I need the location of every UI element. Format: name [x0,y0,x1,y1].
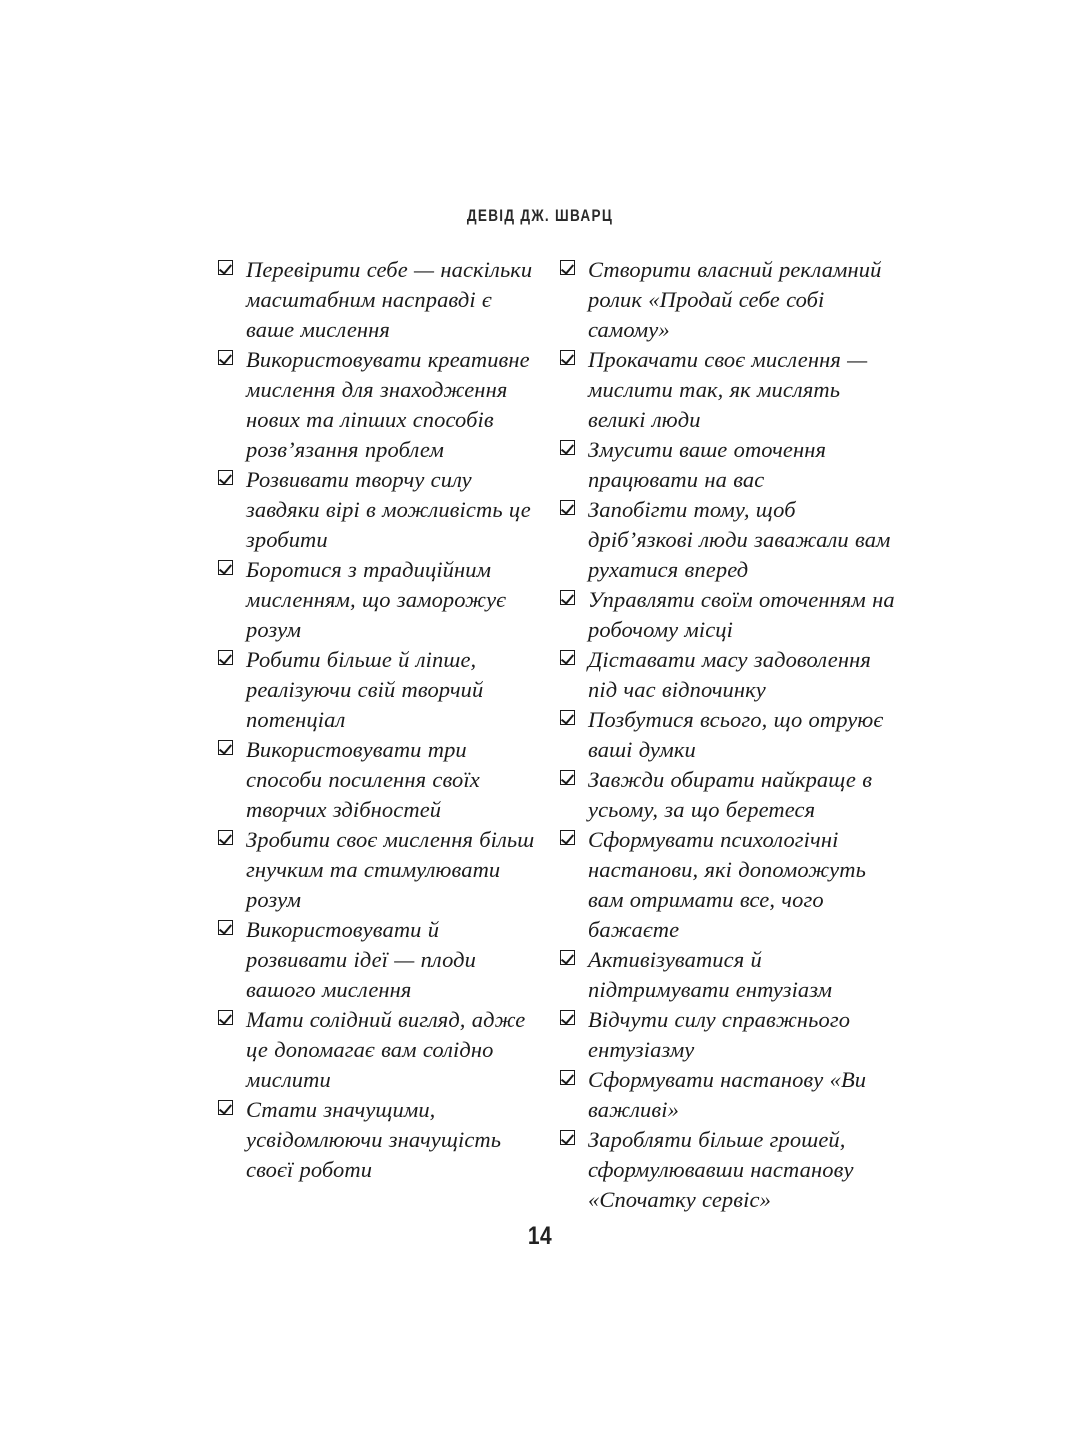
checklist-item-label: Використовувати й розвивати ідеї — плоди вашого мислення [246,917,477,1002]
checked-checkbox-icon [218,650,233,665]
checked-checkbox-icon [560,260,575,275]
checklist-item-label: Управляти своїм оточенням на робочому місці [588,587,895,642]
checklist-item [218,825,538,915]
checklist-item [218,1005,538,1095]
checklist-item [218,645,538,735]
checked-checkbox-icon [218,920,233,935]
checked-checkbox-icon [218,830,233,845]
checklist-item-label: Заробляти більше грошей, сформулювавши настанову «Спочатку сервіс» [588,1127,854,1212]
checklist-right [560,255,902,1215]
page-number: 14 [527,1222,553,1250]
checked-checkbox-icon [560,650,575,665]
checklist-column-right [560,255,902,1215]
checklist-item-label: Створити власний рекламний ролик «Продай себе собі самому» [588,257,882,342]
checklist-item-label: Прокачати своє мислення — мислити так, як мислять великі люди [588,347,868,432]
checklist-item [218,915,538,1005]
checklist-item [218,555,538,645]
checklist-item [560,945,902,1005]
checked-checkbox-icon [560,1130,575,1145]
checklist-item-label: Використовувати креативне мислення для знаходження нових та ліпших способів розв’язання проблем [246,347,530,462]
checklist-item-label: Зробити своє мислення більш гнучким та стимулювати розум [246,827,535,912]
checklist-item-label: Робити більше й ліпше, реалізуючи свій творчий потенціал [246,647,484,732]
checklist-item [560,1005,902,1065]
checklist-item-label: Позбутися всього, що отруює ваші думки [588,707,884,762]
checklist-item [218,735,538,825]
checked-checkbox-icon [560,350,575,365]
checked-checkbox-icon [560,440,575,455]
checklist-column-left [218,255,560,1185]
checklist-item [560,585,902,645]
checked-checkbox-icon [560,830,575,845]
checked-checkbox-icon [560,710,575,725]
checklist-item [560,495,902,585]
checklist-item-label: Боротися з традиційним мисленням, що заморожує розум [246,557,507,642]
checked-checkbox-icon [560,1010,575,1025]
checked-checkbox-icon [218,260,233,275]
checklist-item-label: Мати солідний вигляд, адже це допомагає вам солідно мислити [246,1007,526,1092]
checklist-item [560,435,902,495]
checklist-item-label: Змусити ваше оточення працювати на вас [588,437,827,492]
checked-checkbox-icon [218,1010,233,1025]
checked-checkbox-icon [560,950,575,965]
checked-checkbox-icon [218,740,233,755]
checked-checkbox-icon [560,500,575,515]
checklist-item-label: Діставати масу задоволення під час відпочинку [588,647,871,702]
running-head-author: ДЕВІД ДЖ. ШВАРЦ [466,206,614,225]
checklist-left [218,255,538,1185]
checklist-item [218,465,538,555]
checklist-item [560,255,902,345]
checklist-item-label: Використовувати три способи посилення своїх творчих здібностей [246,737,480,822]
checked-checkbox-icon [218,1100,233,1115]
checked-checkbox-icon [218,470,233,485]
checklist-item-label: Запобігти тому, щоб дріб’язкові люди заважали вам рухатися вперед [588,497,891,582]
checklist-item-label: Сформувати настанову «Ви важливі» [588,1067,867,1122]
checked-checkbox-icon [218,560,233,575]
checklist-item [218,1095,538,1185]
checklist-item [218,345,538,465]
checklist-item-label: Стати значущими, усвідомлюючи значущість своєї роботи [246,1097,502,1182]
checklist-item [560,1065,902,1125]
checklist-item-label: Розвивати творчу силу завдяки вірі в можливість це зробити [246,467,531,552]
checklist-item [560,705,902,765]
checklist-item-label: Завжди обирати найкраще в усьому, за що беретеся [588,767,873,822]
checked-checkbox-icon [560,590,575,605]
checklist-item [218,255,538,345]
checklist-item [560,1125,902,1215]
checklist-item [560,825,902,945]
checked-checkbox-icon [560,1070,575,1085]
checklist-item-label: Відчути силу справжнього ентузіазму [588,1007,851,1062]
checklist-item-label: Сформувати психологічні настанови, які допоможуть вам отримати все, чого бажаєте [588,827,866,942]
checklist-item-label: Активізуватися й підтримувати ентузіазм [588,947,833,1002]
checklist-item [560,645,902,705]
checklist-item [560,345,902,435]
checklist-columns [218,255,902,1215]
checklist-item-label: Перевірити себе — наскільки масштабним насправді є ваше мислення [246,257,533,342]
checked-checkbox-icon [218,350,233,365]
checklist-item [560,765,902,825]
checked-checkbox-icon [560,770,575,785]
